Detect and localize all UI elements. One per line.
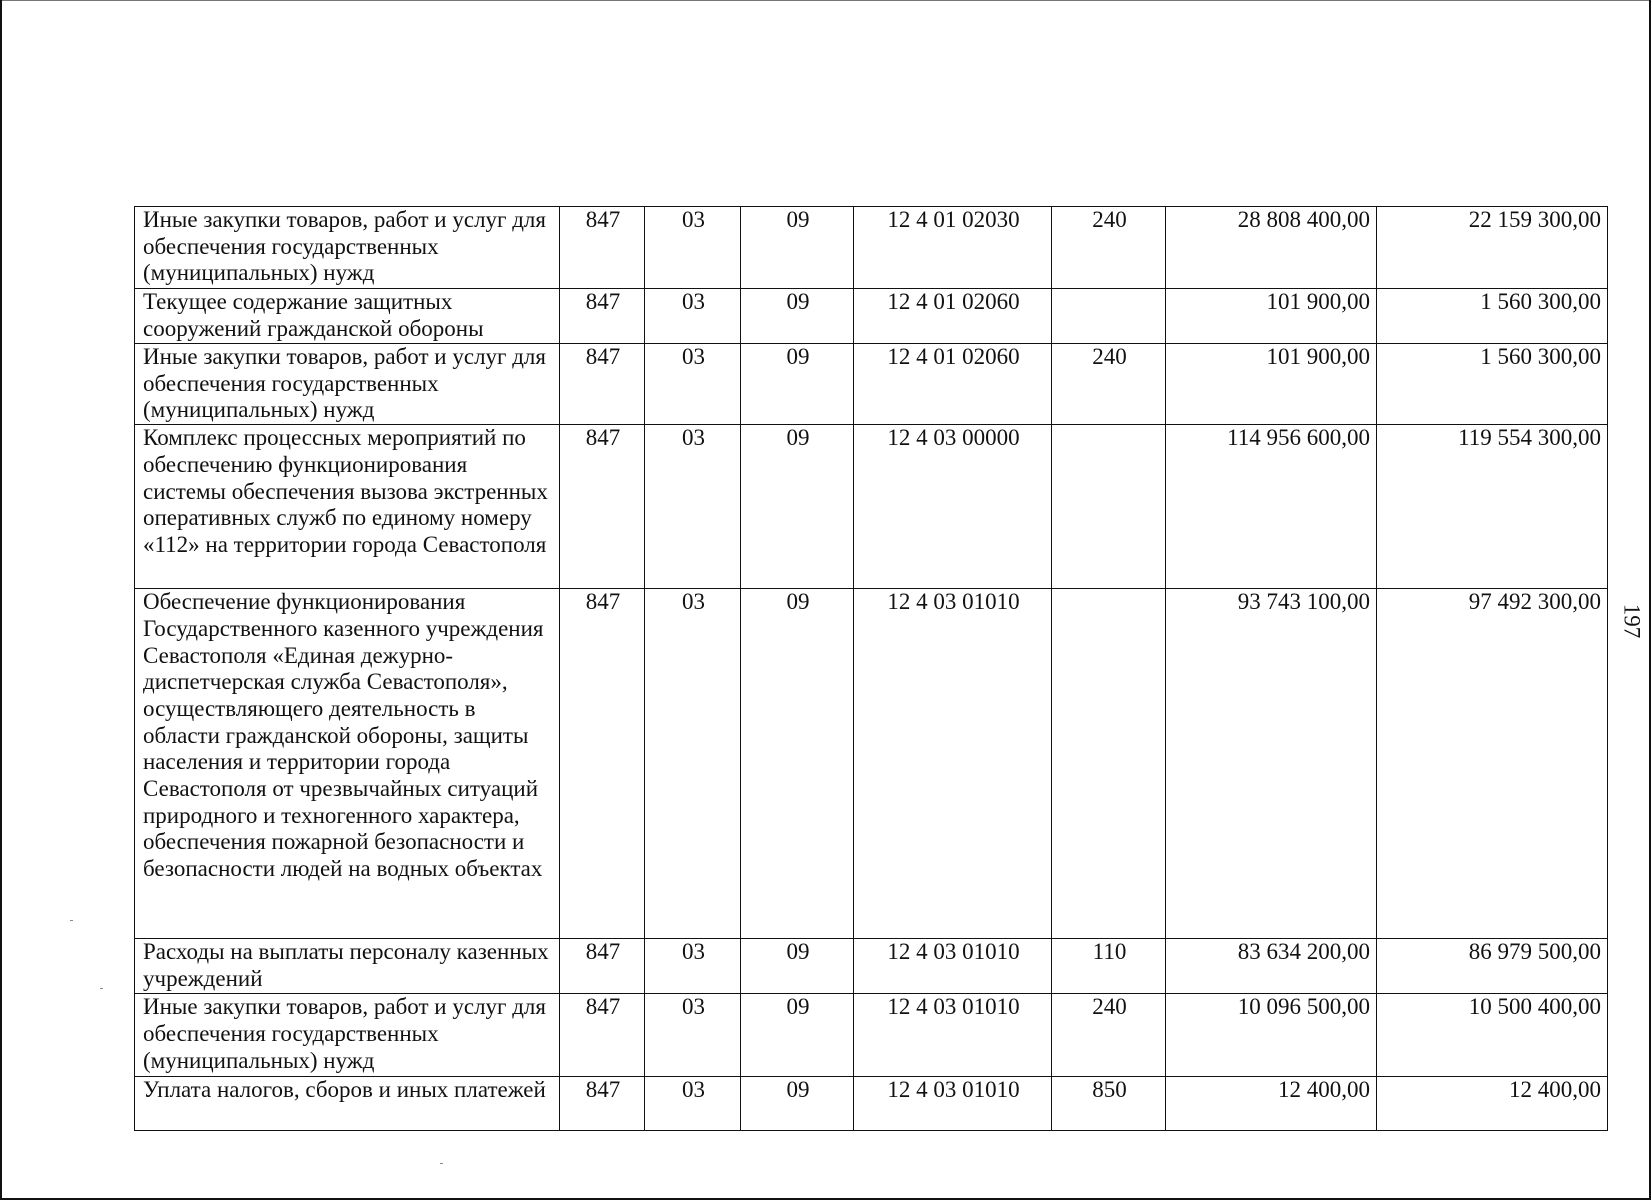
amount-year2-cell: 1 560 300,00 [1377, 289, 1608, 344]
target-article-cell: 12 4 01 02060 [854, 344, 1052, 425]
table-row [135, 289, 1608, 344]
table-row [135, 994, 1608, 1077]
page-top-edge [2, 0, 1649, 1]
section-code-cell: 03 [645, 589, 741, 939]
section-code-cell: 03 [645, 207, 741, 289]
amount-year2-cell: 119 554 300,00 [1377, 425, 1608, 589]
expense-type-cell [1052, 589, 1166, 939]
expense-name-cell: Текущее содержание защитных сооружений гражданской обороны [135, 289, 560, 344]
expense-type-cell: 110 [1052, 939, 1166, 994]
section-code-cell: 03 [645, 344, 741, 425]
department-code-cell: 847 [560, 344, 645, 425]
department-code-cell: 847 [560, 425, 645, 589]
page-number: 197 [1619, 603, 1645, 639]
subsection-code-cell: 09 [741, 289, 854, 344]
expense-type-cell: 850 [1052, 1077, 1166, 1131]
expense-name-cell: Иные закупки товаров, работ и услуг для обеспечения государственных (муниципальных) нужд [135, 207, 560, 289]
section-code-cell: 03 [645, 425, 741, 589]
table-row [135, 425, 1608, 589]
amount-year1-cell: 93 743 100,00 [1166, 589, 1377, 939]
expense-type-cell: 240 [1052, 207, 1166, 289]
subsection-code-cell: 09 [741, 1077, 854, 1131]
expense-name-cell: Расходы на выплаты персоналу казенных учреждений [135, 939, 560, 994]
expense-type-cell [1052, 289, 1166, 344]
target-article-cell: 12 4 03 01010 [854, 589, 1052, 939]
amount-year2-cell: 10 500 400,00 [1377, 994, 1608, 1077]
amount-year1-cell: 28 808 400,00 [1166, 207, 1377, 289]
department-code-cell: 847 [560, 939, 645, 994]
target-article-cell: 12 4 03 01010 [854, 1077, 1052, 1131]
amount-year1-cell: 114 956 600,00 [1166, 425, 1377, 589]
section-code-cell: 03 [645, 994, 741, 1077]
department-code-cell: 847 [560, 994, 645, 1077]
expense-name-cell: Комплекс процессных мероприятий по обеспечению функционирования системы обеспечения вызова экстренных оперативных служб по единому номеру «112» на территории города Севастополя [135, 425, 560, 589]
amount-year2-cell: 1 560 300,00 [1377, 344, 1608, 425]
target-article-cell: 12 4 03 01010 [854, 939, 1052, 994]
amount-year2-cell: 97 492 300,00 [1377, 589, 1608, 939]
department-code-cell: 847 [560, 1077, 645, 1131]
target-article-cell: 12 4 03 01010 [854, 994, 1052, 1077]
amount-year1-cell: 10 096 500,00 [1166, 994, 1377, 1077]
amount-year1-cell: 83 634 200,00 [1166, 939, 1377, 994]
subsection-code-cell: 09 [741, 589, 854, 939]
department-code-cell: 847 [560, 589, 645, 939]
expense-type-cell: 240 [1052, 994, 1166, 1077]
expense-type-cell [1052, 425, 1166, 589]
table-row [135, 207, 1608, 289]
section-code-cell: 03 [645, 289, 741, 344]
subsection-code-cell: 09 [741, 425, 854, 589]
table-row [135, 1077, 1608, 1131]
amount-year2-cell: 12 400,00 [1377, 1077, 1608, 1131]
table-row [135, 344, 1608, 425]
scan-speck [100, 988, 103, 989]
amount-year2-cell: 22 159 300,00 [1377, 207, 1608, 289]
target-article-cell: 12 4 03 00000 [854, 425, 1052, 589]
scan-speck [70, 920, 73, 921]
section-code-cell: 03 [645, 939, 741, 994]
expense-type-cell: 240 [1052, 344, 1166, 425]
budget-table [134, 206, 1608, 1131]
target-article-cell: 12 4 01 02060 [854, 289, 1052, 344]
department-code-cell: 847 [560, 207, 645, 289]
amount-year2-cell: 86 979 500,00 [1377, 939, 1608, 994]
amount-year1-cell: 101 900,00 [1166, 289, 1377, 344]
target-article-cell: 12 4 01 02030 [854, 207, 1052, 289]
scan-speck [440, 1163, 443, 1164]
subsection-code-cell: 09 [741, 994, 854, 1077]
subsection-code-cell: 09 [741, 344, 854, 425]
expense-name-cell: Иные закупки товаров, работ и услуг для обеспечения государственных (муниципальных) нужд [135, 994, 560, 1077]
expense-name-cell: Иные закупки товаров, работ и услуг для обеспечения государственных (муниципальных) нужд [135, 344, 560, 425]
expense-name-cell: Обеспечение функционирования Государственного казенного учреждения Севастополя «Единая дежурно-диспетчерская служба Севастополя», осуществляющего деятельность в области гражданской обороны, защиты населения и территории города Севастополя от чрезвычайных ситуаций природного и техногенного характера, обеспечения пожарной безопасности и безопасности людей на водных объектах [135, 589, 560, 939]
subsection-code-cell: 09 [741, 207, 854, 289]
department-code-cell: 847 [560, 289, 645, 344]
table-row [135, 589, 1608, 939]
subsection-code-cell: 09 [741, 939, 854, 994]
section-code-cell: 03 [645, 1077, 741, 1131]
amount-year1-cell: 12 400,00 [1166, 1077, 1377, 1131]
expense-name-cell: Уплата налогов, сборов и иных платежей [135, 1077, 560, 1131]
table-row [135, 939, 1608, 994]
amount-year1-cell: 101 900,00 [1166, 344, 1377, 425]
